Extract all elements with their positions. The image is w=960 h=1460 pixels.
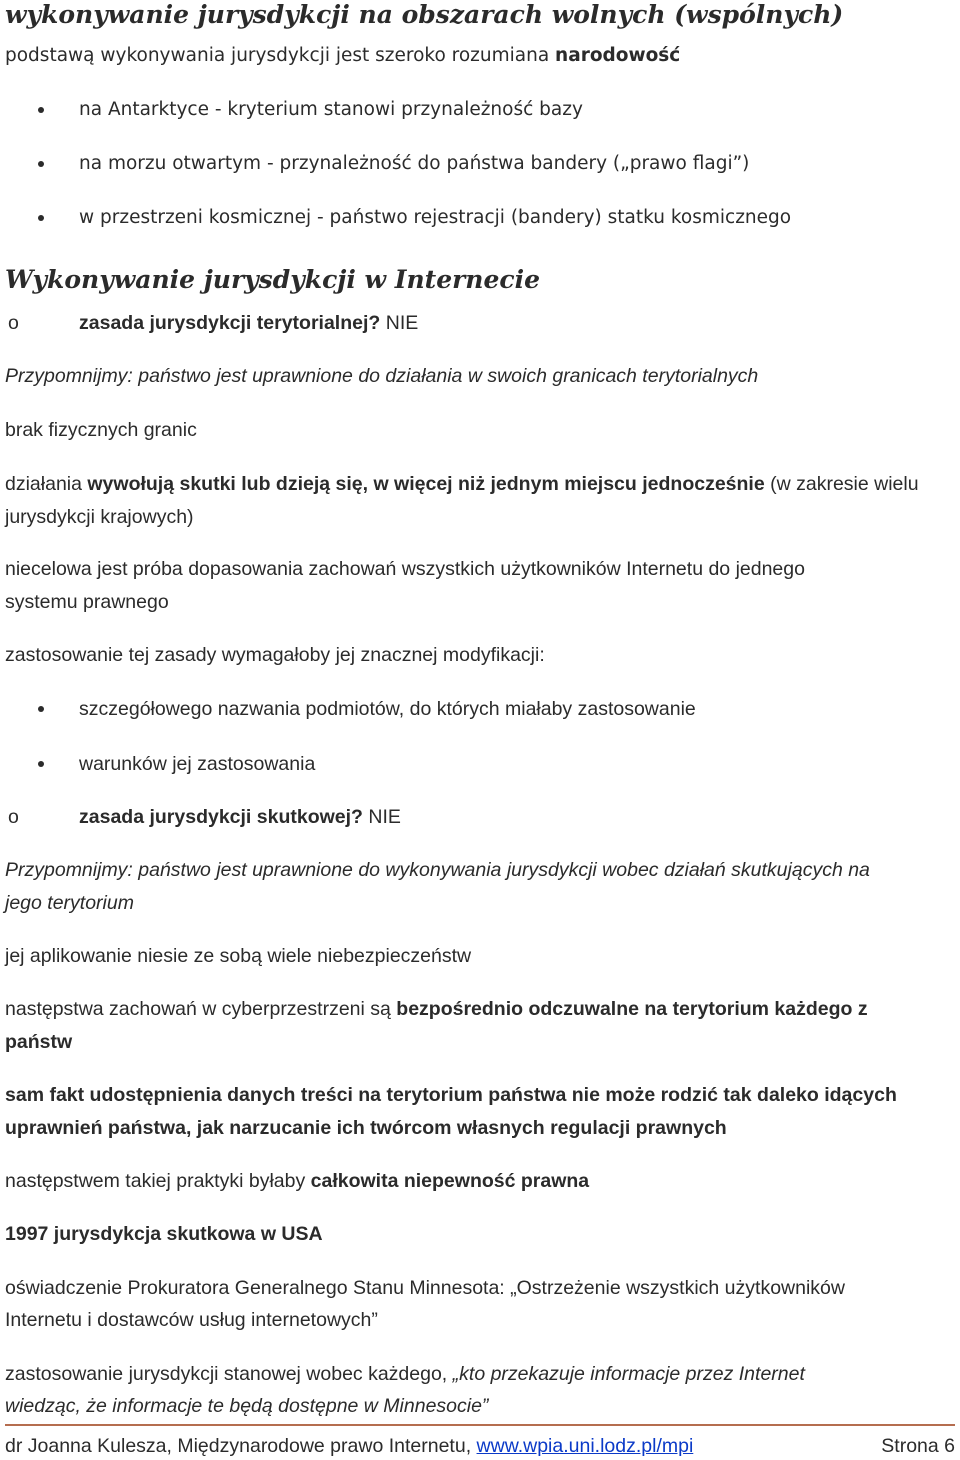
paragraph-pointless-cont: systemu prawnego [5, 591, 169, 613]
paragraph-minnesota-statement: oświadczenie Prokuratora Generalnego Stanu Minnesota: „Ostrzeżenie wszystkich użytkowników [5, 1277, 845, 1299]
paragraph-minnesota-statement-cont: Internetu i dostawców usług internetowych” [5, 1309, 378, 1331]
paragraph-pointless: niecelowa jest próba dopasowania zachowań wszystkich użytkowników Internetu do jednego [5, 558, 805, 580]
list-item: szczegółowego nazwania podmiotów, do których miałaby zastosowanie [79, 698, 696, 720]
list-item: na Antarktyce - kryterium stanowi przynależność bazy [79, 99, 583, 120]
footer-author: dr Joanna Kulesza, Międzynarodowe prawo Internetu, [5, 1435, 477, 1457]
bullet-dot [38, 161, 44, 167]
footer-link[interactable]: www.wpia.uni.lodz.pl/mpi [476, 1435, 694, 1457]
sub-list-marker: o [8, 806, 19, 828]
bullet-dot [38, 706, 44, 712]
paragraph-1997: 1997 jurysdykcja skutkowa w USA [5, 1223, 323, 1245]
footer-divider [5, 1424, 955, 1426]
list-item: na morzu otwartym - przynależność do państwa bandery („prawo flagi”) [79, 153, 750, 174]
paragraph-dangers: jej aplikowanie niesie ze sobą wiele niebezpieczeństw [5, 945, 472, 967]
paragraph-availability-cont: uprawnień państwa, jak narzucanie ich twórcom własnych regulacji prawnych [5, 1117, 727, 1139]
sub-list-marker: o [8, 312, 19, 334]
bullet-dot [38, 107, 44, 113]
paragraph-state-jurisdiction-cont: wiedząc, że informacje te będą dostępne w Minnesocie” [5, 1395, 489, 1417]
paragraph-actions: działania wywołują skutki lub dzieją się, w więcej niż jednym miejscu jednocześnie (w zakresie wielu [5, 473, 919, 495]
reminder-effects-cont: jego terytorium [5, 892, 134, 914]
paragraph-actions-cont: jurysdykcji krajowych) [5, 506, 194, 528]
paragraph-uncertainty: następstwem takiej praktyki byłaby całkowita niepewność prawna [5, 1170, 590, 1192]
list-item: warunków jej zastosowania [79, 753, 316, 775]
paragraph-no-borders: brak fizycznych granic [5, 419, 197, 441]
bullet-dot [38, 761, 44, 767]
reminder-effects: Przypomnijmy: państwo jest uprawnione do wykonywania jurysdykcji wobec działań skutkujących na [5, 859, 870, 881]
page-number: Strona 6 [881, 1435, 955, 1457]
section-heading-internet: Wykonywanie jurysdykcji w Internecie [5, 265, 540, 294]
sub-item-effects: zasada jurysdykcji skutkowej? NIE [79, 806, 401, 828]
section-heading-free-areas: wykonywanie jurysdykcji na obszarach wolnych (wspólnych) [5, 0, 844, 29]
paragraph-consequences-cont: państw [5, 1031, 73, 1053]
paragraph-nationality: podstawą wykonywania jurysdykcji jest szeroko rozumiana narodowość [5, 45, 681, 66]
list-item: w przestrzeni kosmicznej - państwo rejestracji (bandery) statku kosmicznego [79, 207, 792, 228]
paragraph-modification: zastosowanie tej zasady wymagałoby jej znacznej modyfikacji: [5, 644, 545, 666]
reminder-territorial: Przypomnijmy: państwo jest uprawnione do działania w swoich granicach terytorialnych [5, 365, 759, 387]
bullet-dot [38, 215, 44, 221]
paragraph-state-jurisdiction: zastosowanie jurysdykcji stanowej wobec każdego, „kto przekazuje informacje przez Internet [5, 1363, 805, 1385]
sub-item-territorial: zasada jurysdykcji terytorialnej? NIE [79, 312, 419, 334]
paragraph-availability: sam fakt udostępnienia danych treści na terytorium państwa nie może rodzić tak daleko idących [5, 1084, 897, 1106]
paragraph-consequences: następstwa zachowań w cyberprzestrzeni są bezpośrednio odczuwalne na terytorium każdego z [5, 998, 868, 1020]
page-footer [5, 1432, 955, 1460]
